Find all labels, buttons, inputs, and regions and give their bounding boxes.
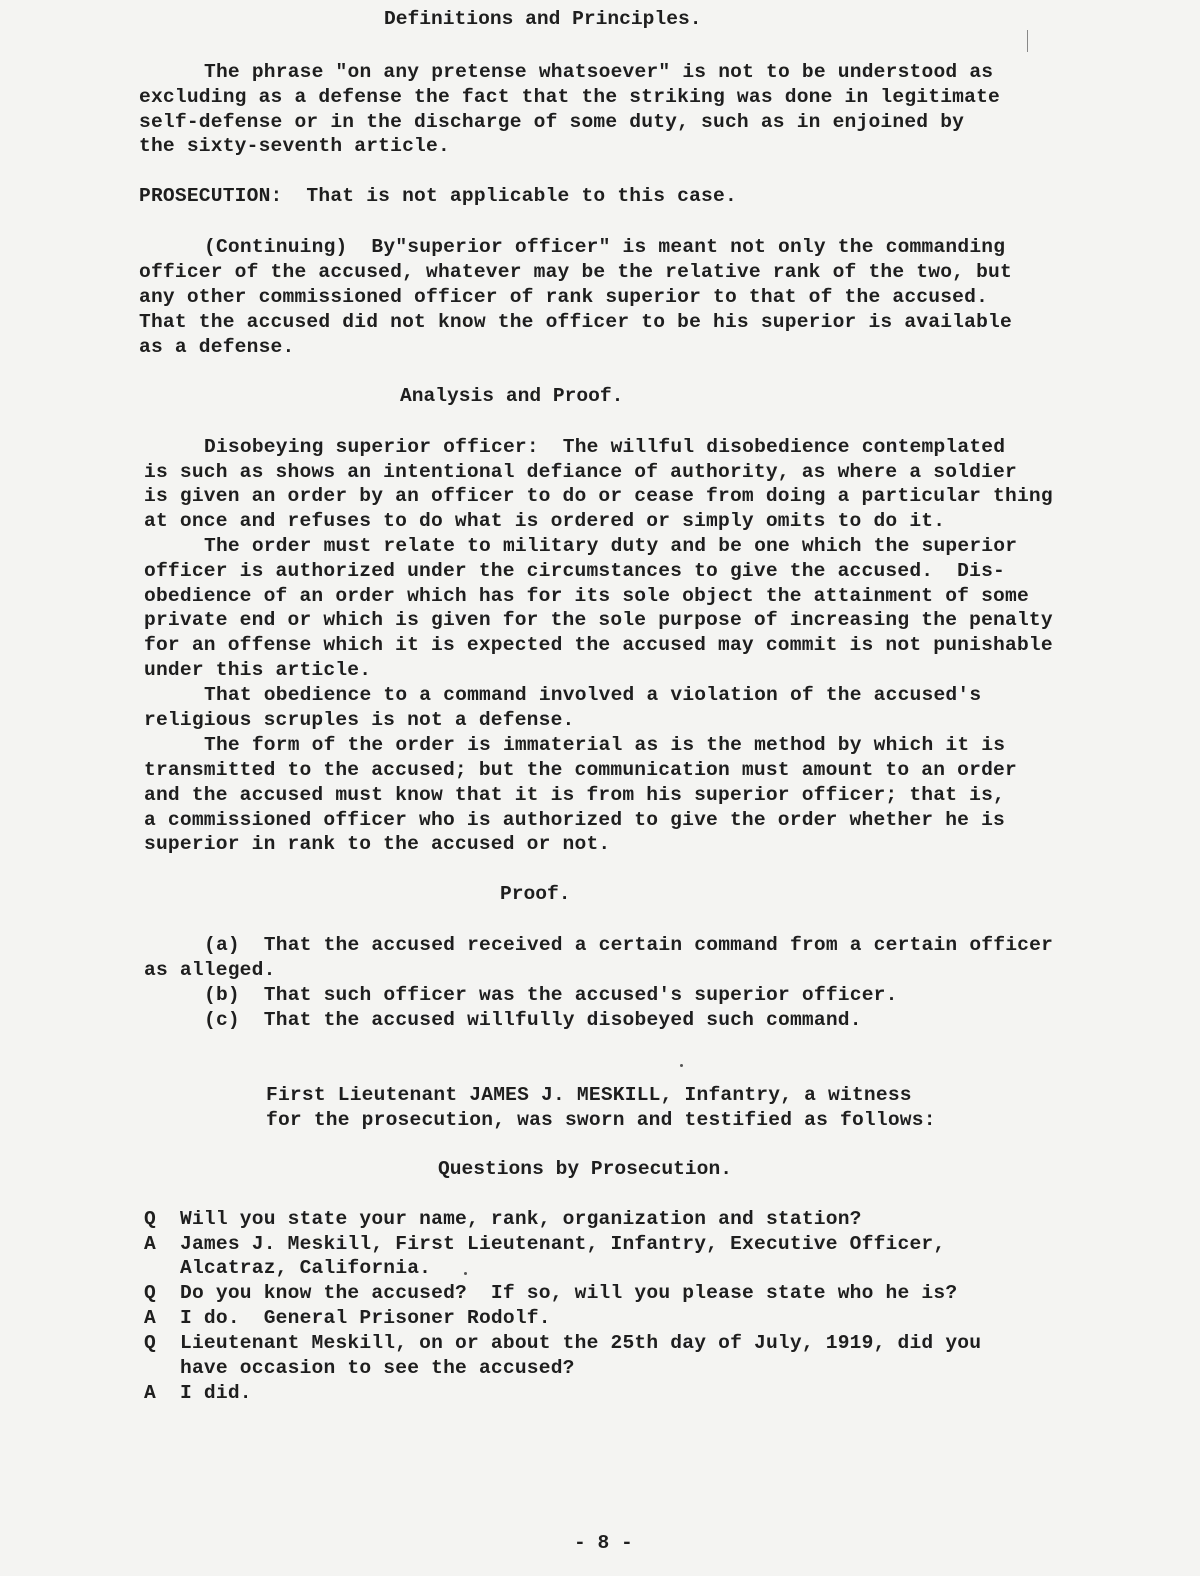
qa-tag: Q — [144, 1282, 156, 1304]
margin-mark — [1027, 30, 1028, 52]
prosecution-line: PROSECUTION: That is not applicable to this case. — [139, 185, 737, 207]
text-line: The order must relate to military duty and be one which the superior — [204, 535, 1018, 557]
qa-text: I did. — [180, 1382, 252, 1404]
text-line: The phrase "on any pretense whatsoever" is not to be understood as — [204, 61, 994, 83]
proof-item: (c) That the accused willfully disobeyed such command. — [204, 1009, 862, 1031]
qa-text: Lieutenant Meskill, on or about the 25th day of July, 1919, did you — [180, 1332, 982, 1354]
qa-text: Will you state your name, rank, organization and station? — [180, 1208, 862, 1230]
text-line: transmitted to the accused; but the communication must amount to an order — [144, 759, 1017, 781]
proof-item: (a) That the accused received a certain command from a certain officer — [204, 934, 1054, 956]
qa-text: Do you know the accused? If so, will you please state who he is? — [180, 1282, 958, 1304]
text-line: private end or which is given for the sole purpose of increasing the penalty — [144, 609, 1053, 631]
text-line: excluding as a defense the fact that the striking was done in legitimate — [139, 86, 1000, 108]
text-line: as a defense. — [139, 336, 295, 358]
heading-analysis: Analysis and Proof. — [400, 385, 624, 407]
witness-intro-line: for the prosecution, was sworn and testified as follows: — [266, 1109, 936, 1131]
qa-tag: A — [144, 1382, 156, 1404]
heading-definitions: Definitions and Principles. — [384, 8, 702, 30]
text-line: a commissioned officer who is authorized to give the order whether he is — [144, 809, 1005, 831]
heading-proof: Proof. — [500, 883, 571, 905]
heading-questions: Questions by Prosecution. — [438, 1158, 732, 1180]
text-line: officer of the accused, whatever may be the relative rank of the two, but — [139, 261, 1012, 283]
text-line: for an offense which it is expected the accused may commit is not punishable — [144, 634, 1053, 656]
text-line: and the accused must know that it is from his superior officer; that is, — [144, 784, 1005, 806]
qa-text: James J. Meskill, First Lieutenant, Infantry, Executive Officer, — [180, 1233, 946, 1255]
text-line: any other commissioned officer of rank superior to that of the accused. — [139, 286, 989, 308]
text-line: at once and refuses to do what is ordered or simply omits to do it. — [144, 510, 946, 532]
qa-tag: Q — [144, 1332, 156, 1354]
text-line: is such as shows an intentional defiance of authority, as where a soldier — [144, 461, 1017, 483]
qa-text: I do. General Prisoner Rodolf. — [180, 1307, 551, 1329]
proof-item: as alleged. — [144, 959, 276, 981]
ink-speck — [464, 1272, 467, 1275]
proof-item: (b) That such officer was the accused's superior officer. — [204, 984, 898, 1006]
text-line: is given an order by an officer to do or cease from doing a particular thing — [144, 485, 1053, 507]
qa-tag: A — [144, 1233, 156, 1255]
qa-text: have occasion to see the accused? — [180, 1357, 575, 1379]
text-line: self-defense or in the discharge of some duty, such as in enjoined by — [139, 111, 965, 133]
text-line: superior in rank to the accused or not. — [144, 833, 611, 855]
text-line: Disobeying superior officer: The willful disobedience contemplated — [204, 436, 1006, 458]
text-line: That the accused did not know the officer to be his superior is available — [139, 311, 1012, 333]
page-number: - 8 - — [574, 1532, 633, 1554]
ink-speck — [680, 1064, 683, 1067]
text-line: under this article. — [144, 659, 372, 681]
qa-text: Alcatraz, California. — [180, 1257, 432, 1279]
text-line: That obedience to a command involved a violation of the accused's — [204, 684, 982, 706]
witness-intro-line: First Lieutenant JAMES J. MESKILL, Infantry, a witness — [266, 1084, 912, 1106]
text-line: obedience of an order which has for its sole object the attainment of some — [144, 585, 1029, 607]
text-line: The form of the order is immaterial as is the method by which it is — [204, 734, 1006, 756]
qa-tag: A — [144, 1307, 156, 1329]
text-line: (Continuing) By"superior officer" is meant not only the commanding — [204, 236, 1006, 258]
text-line: officer is authorized under the circumstances to give the accused. Dis- — [144, 560, 1005, 582]
text-line: religious scruples is not a defense. — [144, 709, 575, 731]
text-line: the sixty-seventh article. — [139, 135, 450, 157]
qa-tag: Q — [144, 1208, 156, 1230]
